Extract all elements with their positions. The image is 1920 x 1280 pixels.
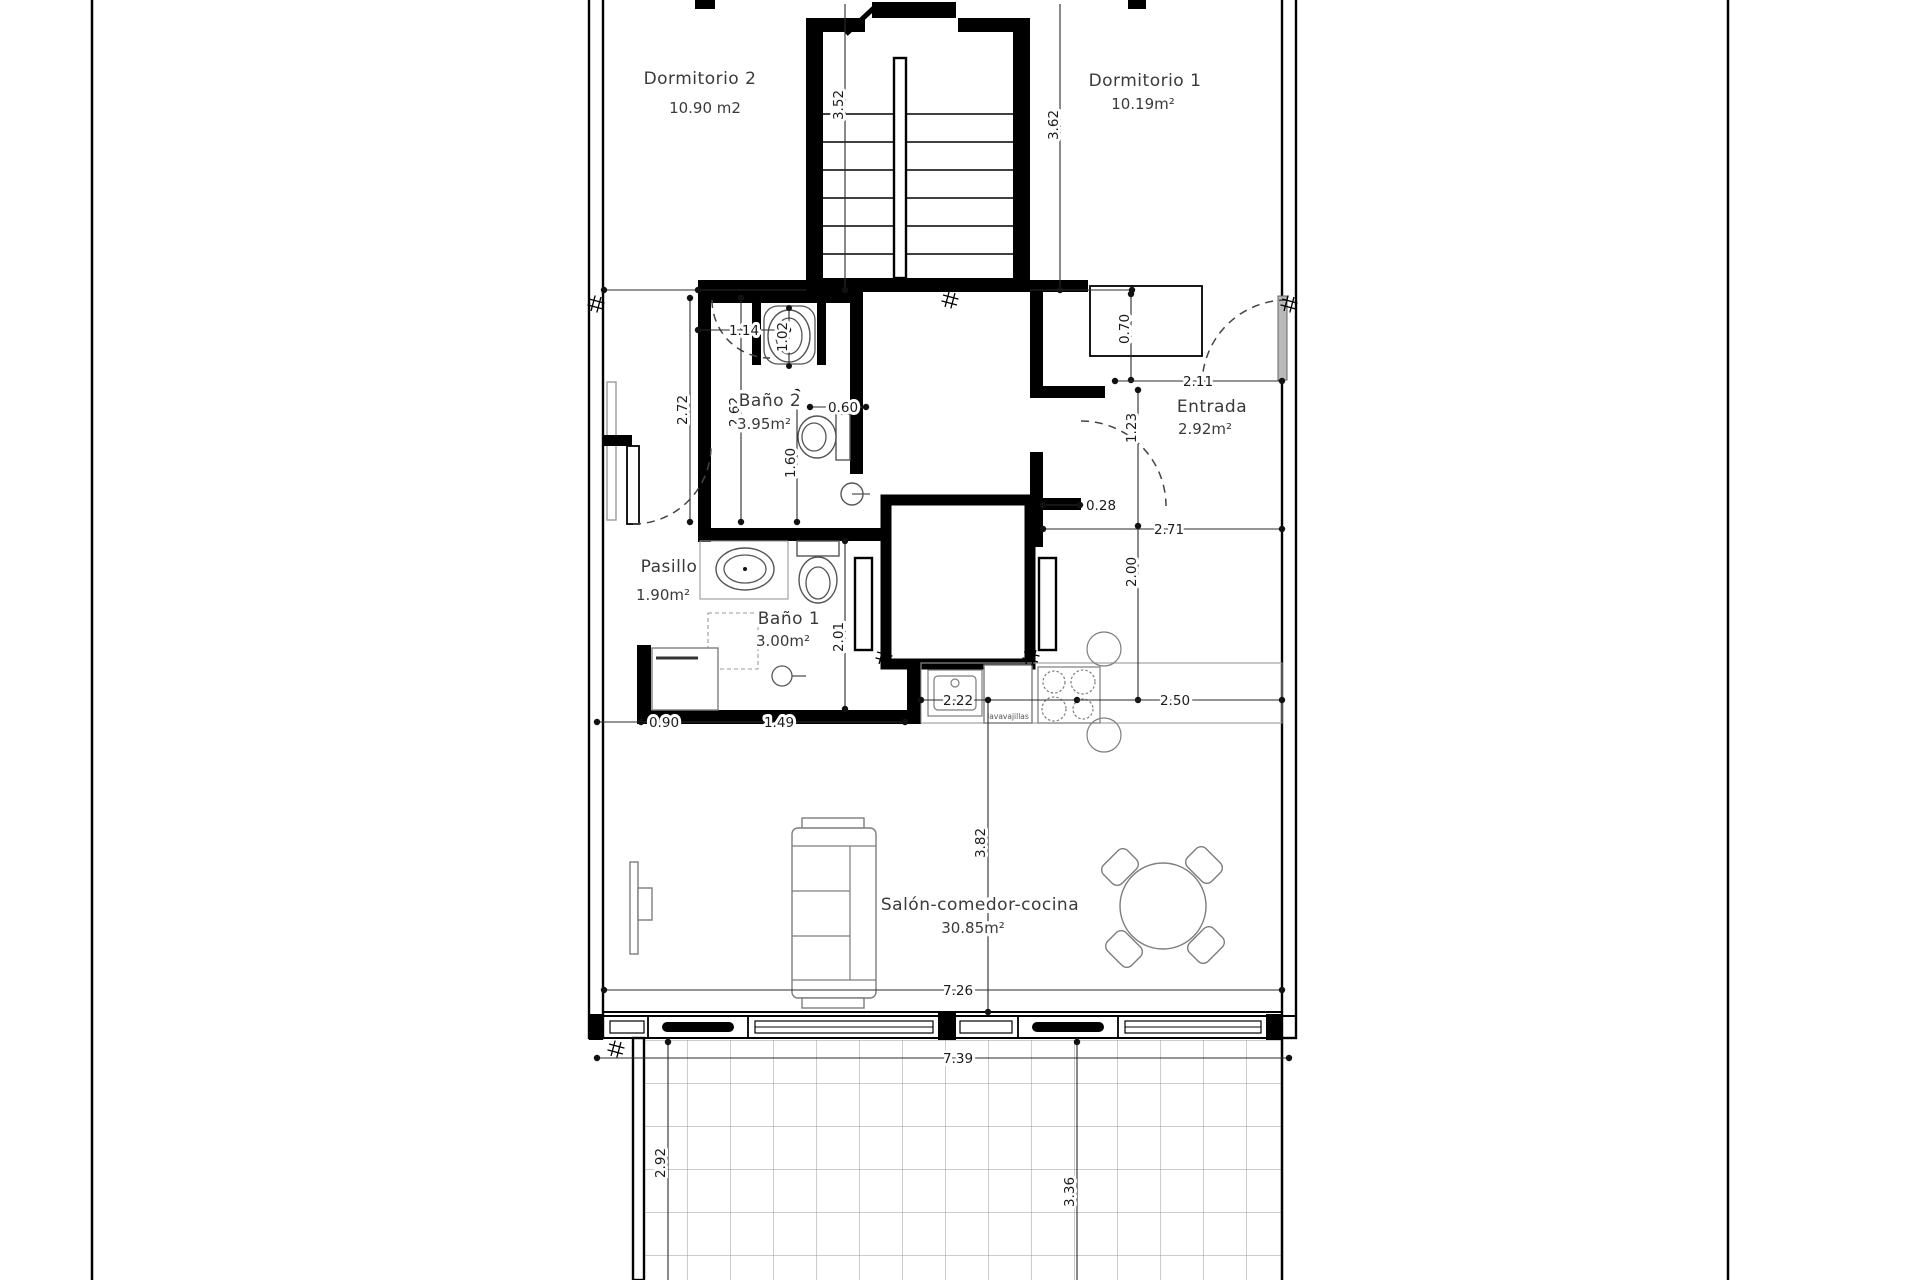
room-name-bano1: Baño 1 bbox=[757, 609, 821, 629]
faucet-icon bbox=[951, 679, 959, 687]
dim-1-23: 1.23 bbox=[1124, 412, 1140, 444]
room-area-dormitorio2: 10.90 m2 bbox=[669, 99, 741, 117]
tv-panel bbox=[630, 862, 638, 954]
dim-2-71: 2.71 bbox=[1153, 522, 1185, 538]
dim-3-52: 3.52 bbox=[831, 89, 847, 121]
wall-lining bbox=[607, 382, 616, 520]
room-name-dormitorio2: Dormitorio 2 bbox=[643, 69, 757, 89]
dim-0-70: 0.70 bbox=[1117, 313, 1133, 345]
mullion bbox=[938, 1012, 956, 1040]
hall-door-leaf bbox=[627, 446, 639, 524]
shaft bbox=[886, 500, 1030, 664]
room-name-salon: Salón-comedor-cocina bbox=[880, 895, 1080, 915]
wall-stub-top-right bbox=[1128, 0, 1146, 9]
toilet1-tank bbox=[797, 541, 839, 556]
dim-0-60: 0.60 bbox=[827, 400, 859, 416]
dim-7-39: 7.39 bbox=[942, 1051, 974, 1067]
bedroom1-door-swing bbox=[1202, 300, 1287, 385]
dim-3-62: 3.62 bbox=[1046, 109, 1062, 141]
dim-2-11: 2.11 bbox=[1182, 374, 1214, 390]
bedroom1-door-leaf bbox=[1278, 296, 1287, 380]
pilaster-right bbox=[1039, 558, 1056, 650]
dim-0-28: 0.28 bbox=[1085, 498, 1117, 514]
dining-set bbox=[1099, 844, 1227, 970]
toilet1-icon bbox=[799, 557, 837, 603]
dining-table bbox=[1120, 863, 1206, 949]
window-band bbox=[589, 1012, 1296, 1040]
shower-mixer-icon bbox=[772, 666, 792, 686]
hob-burners bbox=[1042, 670, 1095, 721]
dim-0-90: 0.90 bbox=[648, 715, 680, 731]
dim-2-01: 2.01 bbox=[831, 621, 847, 653]
wall-stub-top-left bbox=[695, 0, 715, 9]
dim-1-49: 1.49 bbox=[763, 715, 795, 731]
toilet2-tank bbox=[836, 414, 850, 460]
toilet2-icon bbox=[798, 416, 836, 458]
glazing-rail-1 bbox=[610, 1021, 644, 1033]
tv bbox=[630, 862, 652, 954]
stair-steps bbox=[823, 114, 1013, 254]
kitchen-counter bbox=[921, 663, 1282, 723]
dim-2-62: 2.62 bbox=[727, 396, 743, 428]
room-area-entrada: 2.92m² bbox=[1177, 420, 1233, 438]
stool-1 bbox=[1087, 632, 1121, 666]
dim-7-26: 7.26 bbox=[942, 983, 974, 999]
dim-3-82: 3.82 bbox=[973, 827, 989, 859]
staircase bbox=[806, 2, 1030, 292]
dishwasher-label: lavavajillas bbox=[987, 712, 1029, 721]
room-area-pasillo: 1.90m² bbox=[635, 586, 691, 604]
room-name-entrada: Entrada bbox=[1176, 397, 1248, 417]
stair-divider bbox=[894, 58, 906, 278]
room-area-salon: 30.85m² bbox=[941, 919, 1005, 937]
pilaster-left bbox=[855, 558, 872, 650]
terrace bbox=[589, 1038, 1282, 1280]
entry-door-leaf bbox=[872, 2, 956, 18]
room-name-dormitorio1: Dormitorio 1 bbox=[1088, 71, 1202, 91]
room-name-bano2: Baño 2 bbox=[738, 391, 802, 411]
room-area-bano2: 3.95m² bbox=[736, 415, 792, 433]
dim-2-00: 2.00 bbox=[1124, 556, 1140, 588]
dim-2-92: 2.92 bbox=[653, 1147, 669, 1179]
terrace-tiles bbox=[644, 1040, 1282, 1280]
room-area-bano1: 3.00m² bbox=[755, 632, 811, 650]
wardrobe bbox=[1090, 286, 1202, 356]
dim-1-02: 1.02 bbox=[775, 321, 791, 353]
sofa bbox=[792, 818, 876, 1008]
dim-2-22: 2.22 bbox=[942, 693, 974, 709]
dim-1-14: 1.14 bbox=[728, 323, 760, 339]
dim-1-60: 1.60 bbox=[783, 447, 799, 479]
room-name-pasillo: Pasillo bbox=[640, 557, 698, 577]
tv-bracket bbox=[638, 888, 652, 920]
dim-2-72: 2.72 bbox=[675, 394, 691, 426]
dim-2-50: 2.50 bbox=[1159, 693, 1191, 709]
terrace-left-wall bbox=[633, 1038, 644, 1280]
room-area-dormitorio1: 10.19m² bbox=[1111, 95, 1175, 113]
dim-3-36: 3.36 bbox=[1062, 1176, 1078, 1208]
glazing-rail-3 bbox=[960, 1021, 1012, 1033]
